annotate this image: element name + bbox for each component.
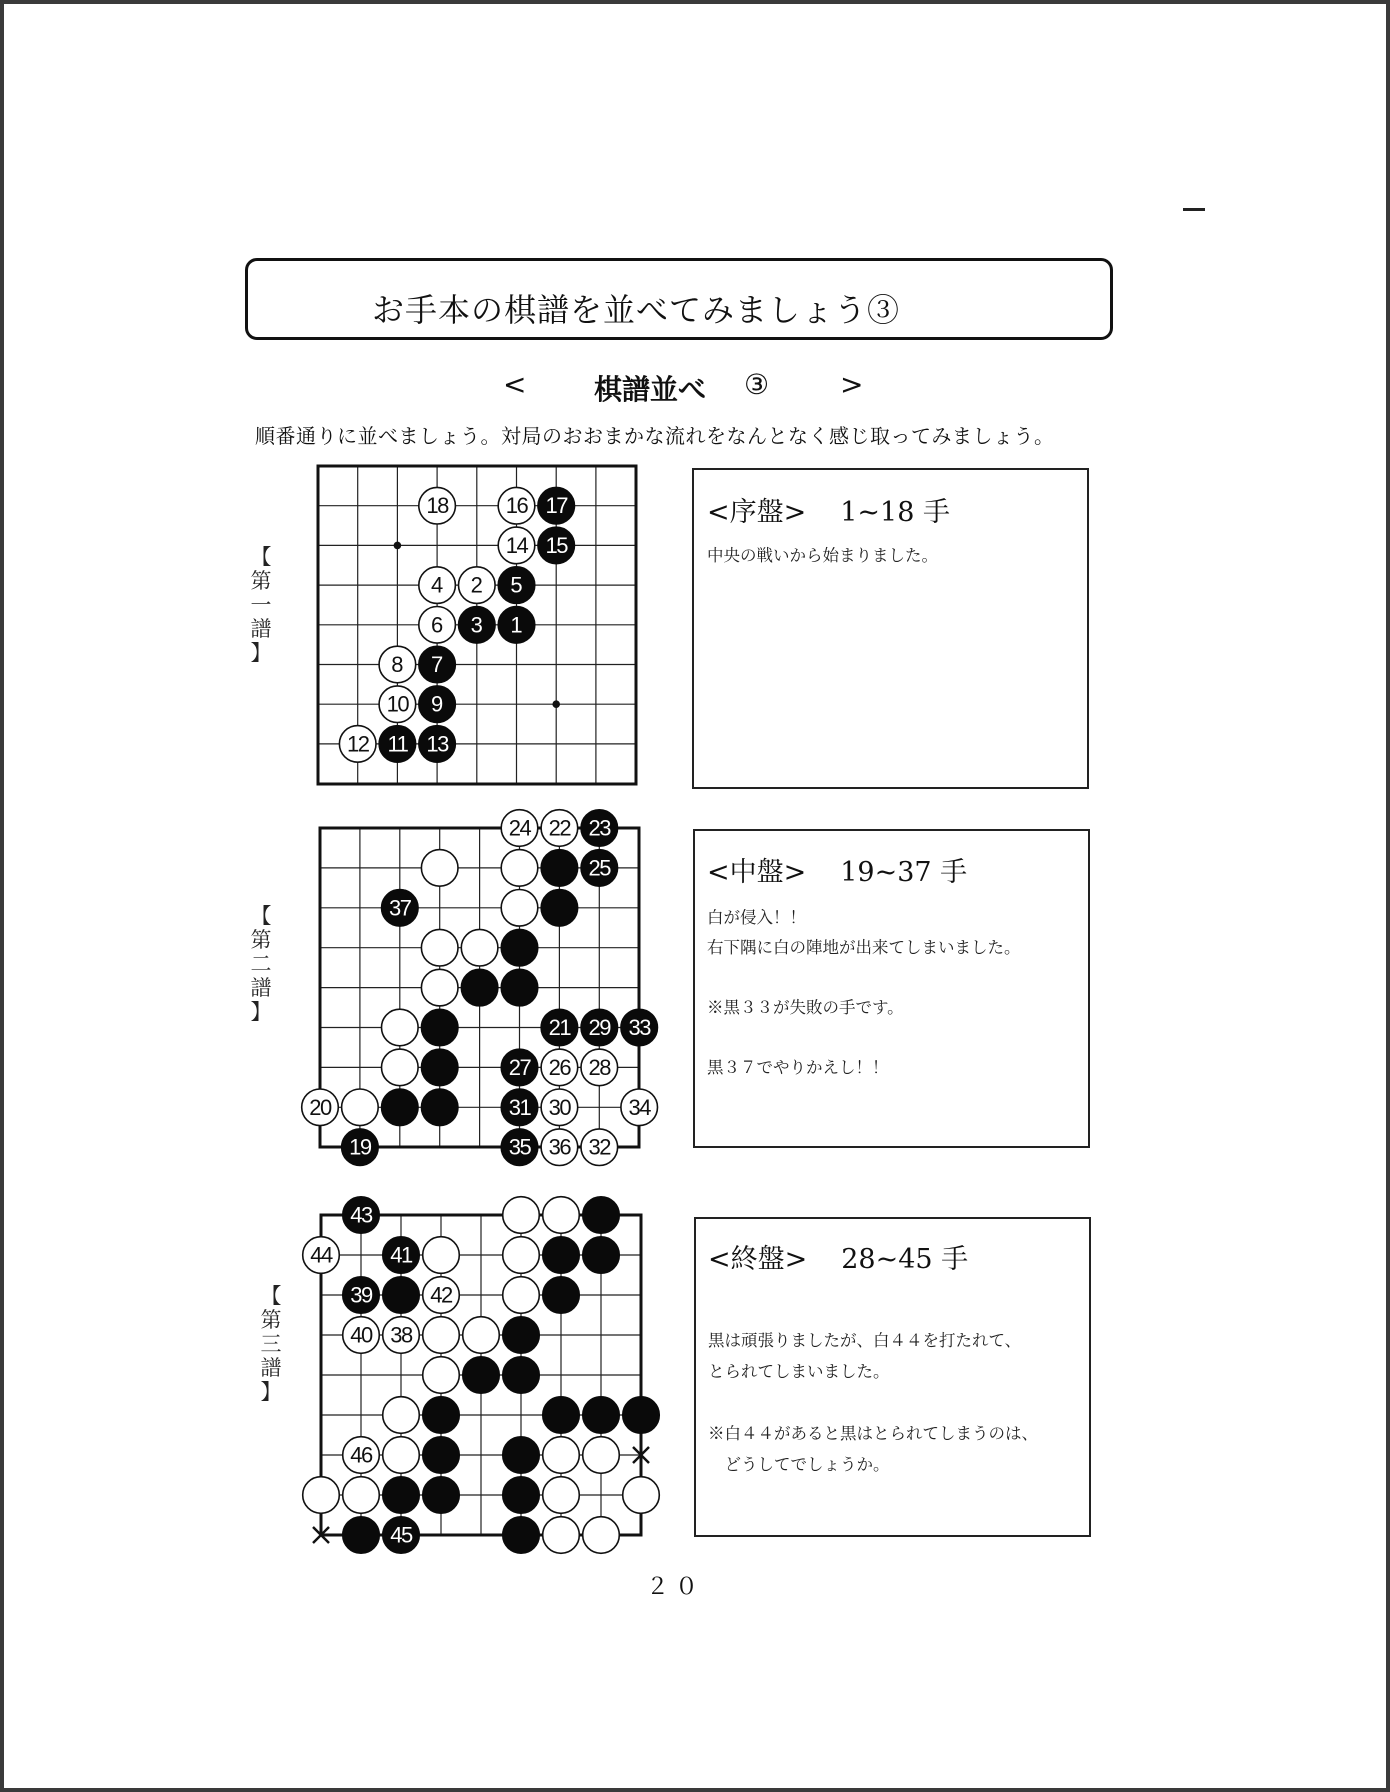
move-number: 26: [548, 1054, 571, 1080]
section-label-char: 二: [250, 952, 272, 976]
white-stone: [543, 1197, 580, 1234]
star-point: [552, 700, 560, 708]
move-number: 2: [470, 572, 483, 598]
white-stone: [503, 1277, 540, 1314]
move-number: 29: [588, 1015, 611, 1040]
black-stone: [583, 1237, 620, 1274]
move-number: 38: [390, 1322, 412, 1348]
comment-line: 黒は頑張りましたが、白４４を打たれて、: [708, 1331, 1022, 1350]
black-stone: [383, 1277, 420, 1314]
white-stone: [463, 1317, 500, 1354]
white-stone: [461, 929, 498, 966]
white-stone: [501, 850, 538, 887]
white-stone: [423, 1317, 460, 1354]
section-label-char: 三: [260, 1332, 282, 1356]
comment-line: 白が侵入！！: [707, 908, 806, 927]
move-number: 25: [588, 855, 611, 881]
black-stone: [501, 929, 538, 966]
black-stone: [343, 1517, 380, 1554]
comment-phase-3: <終盤>: [708, 1244, 808, 1275]
white-stone: [503, 1237, 540, 1274]
section-label-char: 【: [250, 904, 272, 928]
move-number: 13: [426, 731, 448, 757]
page-number: ２０: [646, 1574, 704, 1600]
move-number: 22: [548, 815, 571, 841]
black-stone: [541, 850, 578, 887]
white-stone: [583, 1517, 620, 1554]
white-stone: [342, 1089, 379, 1126]
white-stone: [583, 1437, 620, 1474]
white-stone: [503, 1197, 540, 1234]
white-stone: [382, 1049, 419, 1086]
section-label-char: 】: [250, 1000, 272, 1024]
comment-line: どうしてでしょうか。: [708, 1455, 890, 1474]
move-number: 10: [386, 691, 409, 717]
move-number: 21: [548, 1015, 571, 1040]
comment-heading-1: [707, 490, 950, 529]
white-stone: [543, 1437, 580, 1474]
black-stone: [421, 1049, 458, 1086]
move-number: 41: [390, 1242, 412, 1268]
section-label-char: 第: [250, 569, 272, 593]
move-number: 12: [346, 731, 369, 757]
comment-phase-2: <中盤>: [707, 857, 807, 888]
white-stone: [423, 1357, 460, 1394]
move-number: 7: [430, 652, 444, 677]
move-number: 18: [426, 493, 448, 519]
board-3: [303, 1197, 660, 1554]
black-stone: [503, 1517, 540, 1554]
black-stone: [503, 1477, 540, 1514]
black-stone: [382, 1089, 419, 1126]
black-stone: [423, 1477, 460, 1514]
black-stone: [543, 1277, 580, 1314]
comment-line: ※黒３３が失敗の手です。: [707, 998, 904, 1017]
white-stone: [383, 1397, 420, 1434]
subtitle-close-bracket: >: [840, 368, 864, 401]
comment-line: 右下隅に白の陣地が出来てしまいました。: [707, 938, 1021, 957]
black-stone: [583, 1397, 620, 1434]
black-stone: [423, 1437, 460, 1474]
section-label-char: 第: [260, 1308, 282, 1332]
white-stone: [382, 1009, 419, 1046]
move-number: 5: [510, 572, 523, 598]
section-label-char: 【: [260, 1284, 282, 1308]
move-number: 39: [350, 1282, 372, 1308]
white-stone: [421, 850, 458, 887]
white-stone: [501, 890, 538, 927]
move-number: 45: [390, 1522, 412, 1548]
move-number: 19: [349, 1134, 371, 1160]
move-number: 42: [430, 1282, 452, 1308]
move-number: 15: [545, 532, 567, 558]
black-stone: [583, 1197, 620, 1234]
section-label-char: 】: [260, 1380, 282, 1404]
move-number: 20: [309, 1094, 331, 1120]
comment-range-3: 28~45 手: [841, 1244, 969, 1275]
comment-heading-3: [708, 1237, 968, 1276]
move-number: 31: [508, 1094, 531, 1120]
section-label-char: 一: [250, 593, 272, 617]
move-number: 6: [430, 612, 444, 638]
star-point: [394, 542, 402, 550]
move-number: 17: [545, 493, 567, 519]
section-label-char: 【: [250, 545, 272, 569]
move-number: 37: [389, 895, 411, 921]
move-number: 43: [350, 1202, 372, 1228]
move-number: 32: [588, 1134, 611, 1160]
section-label-char: 譜: [250, 976, 272, 1000]
black-stone: [421, 1009, 458, 1046]
white-stone: [343, 1477, 380, 1514]
move-number: 35: [508, 1134, 531, 1160]
move-number: 27: [508, 1054, 531, 1080]
move-number: 4: [430, 572, 444, 598]
black-stone: [541, 890, 578, 927]
move-number: 8: [391, 652, 404, 677]
black-stone: [623, 1397, 660, 1434]
move-number: 44: [310, 1242, 332, 1268]
black-stone: [423, 1397, 460, 1434]
comment-line: 中央の戦いから始まりました。: [707, 546, 938, 565]
white-stone: [303, 1477, 340, 1514]
subtitle-number: ③: [744, 368, 770, 401]
comment-line: 黒３７でやりかえし！！: [707, 1058, 889, 1077]
move-number: 30: [548, 1094, 571, 1120]
move-number: 3: [470, 612, 483, 638]
move-number: 33: [628, 1015, 650, 1040]
white-stone: [623, 1477, 660, 1514]
black-stone: [543, 1237, 580, 1274]
section-label-char: 譜: [250, 617, 272, 641]
black-stone: [461, 969, 498, 1006]
move-number: 46: [350, 1442, 372, 1468]
black-stone: [383, 1477, 420, 1514]
move-number: 9: [430, 691, 444, 717]
move-number: 23: [588, 815, 611, 841]
move-number: 16: [505, 493, 528, 519]
comment-phase-1: <序盤>: [707, 497, 807, 528]
black-stone: [543, 1397, 580, 1434]
black-stone: [503, 1357, 540, 1394]
instruction-text: 順番通りに並べましょう。対局のおおまかな流れをなんとなく感じ取ってみましょう。: [255, 424, 1055, 448]
black-stone: [503, 1437, 540, 1474]
section-label-char: 第: [250, 928, 272, 952]
move-number: 14: [505, 532, 528, 558]
move-number: 34: [628, 1094, 650, 1120]
comment-range-2: 19~37 手: [840, 857, 968, 888]
white-stone: [421, 929, 458, 966]
black-stone: [501, 969, 538, 1006]
board-1: [318, 466, 636, 784]
move-number: 1: [510, 612, 523, 638]
black-stone: [421, 1089, 458, 1126]
black-stone: [503, 1317, 540, 1354]
black-stone: [463, 1357, 500, 1394]
page-title: お手本の棋譜を並べてみましょう③: [372, 291, 901, 329]
white-stone: [543, 1517, 580, 1554]
section-label-char: 】: [250, 641, 272, 665]
comment-line: ※白４４があると黒はとられてしまうのは、: [708, 1424, 1038, 1443]
white-stone: [421, 969, 458, 1006]
move-number: 28: [588, 1054, 611, 1080]
comment-heading-2: [707, 850, 967, 889]
move-number: 11: [387, 731, 408, 757]
board-2: [302, 810, 658, 1166]
move-number: 24: [508, 815, 531, 841]
white-stone: [543, 1477, 580, 1514]
white-stone: [423, 1237, 460, 1274]
move-number: 40: [350, 1322, 372, 1348]
subtitle-open-bracket: <: [503, 368, 527, 401]
white-stone: [383, 1437, 420, 1474]
move-number: 36: [548, 1134, 571, 1160]
subtitle: 棋譜並べ: [594, 373, 707, 406]
comment-range-1: 1~18 手: [840, 497, 950, 528]
comment-line: とられてしまいました。: [708, 1362, 890, 1381]
section-label-char: 譜: [260, 1356, 282, 1380]
